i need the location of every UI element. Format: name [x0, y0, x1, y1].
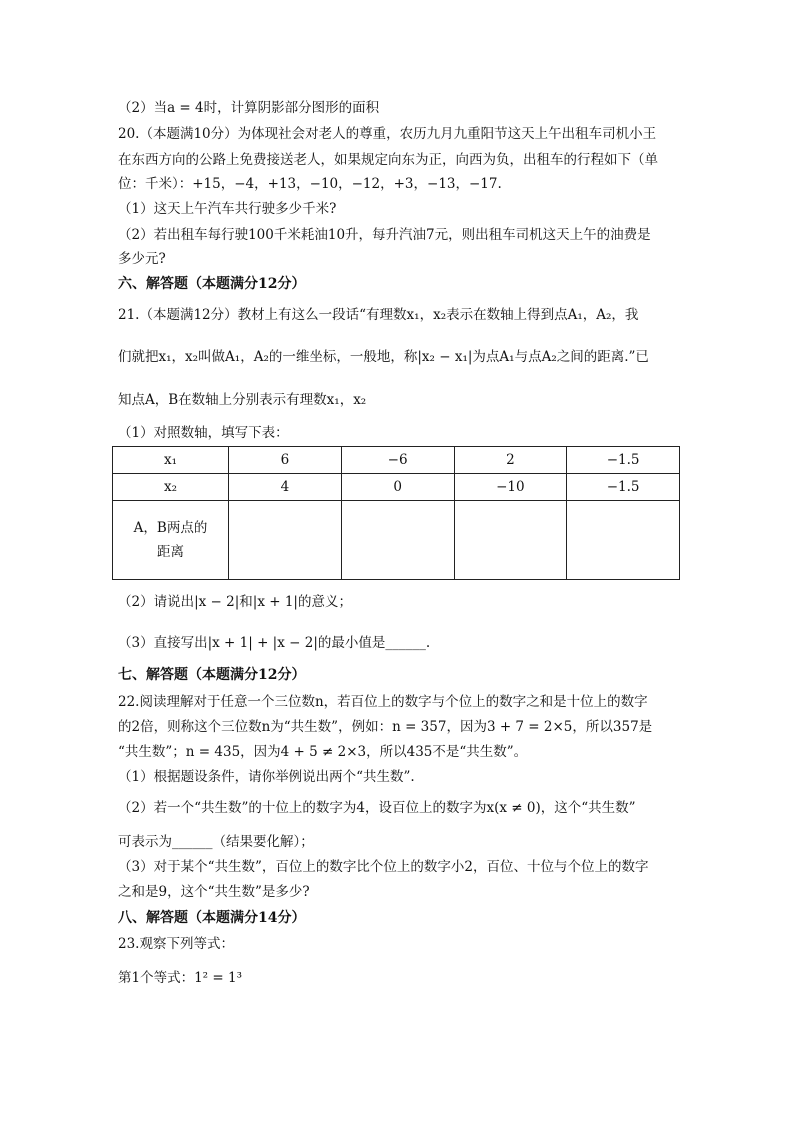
- q21-line2: 们就把x₁，x₂叫做A₁，A₂的一维坐标，一般地，称|x₂ − x₁|为点A₁与点A₂之间的距离.”已: [118, 349, 649, 365]
- table-cell: [454, 501, 567, 580]
- q21-line1: 21.（本题满12分）教材上有这么一段话“有理数x₁，x₂表示在数轴上得到点A₁，A₂，我: [118, 307, 639, 323]
- table-cell: 0: [341, 474, 454, 501]
- q22-sub1: （1）根据题设条件，请你举例说出两个“共生数”.: [118, 769, 415, 785]
- q20-sub1: （1）这天上午汽车共行驶多少千米?: [118, 201, 337, 217]
- table-cell: −6: [341, 447, 454, 474]
- q21-line3: 知点A，B在数轴上分别表示有理数x₁，x₂: [118, 392, 367, 408]
- distance-table: [112, 446, 680, 580]
- table-row: [113, 501, 680, 580]
- q22-sub2b: 可表示为______（结果要化解）；: [118, 834, 314, 850]
- row-label: A，B两点的距离: [113, 501, 229, 580]
- q22-line1: 22.阅读理解对于任意一个三位数n，若百位上的数字与个位上的数字之和是十位上的数字: [118, 694, 648, 710]
- q22-line3: “共生数”；n = 435，因为4 + 5 ≠ 2×3，所以435不是“共生数”。: [118, 744, 528, 760]
- table-cell: [229, 501, 342, 580]
- q20-sub2b: 多少元?: [118, 251, 166, 267]
- row-label: x₁: [113, 447, 229, 474]
- q21-sub3: （3）直接写出|x + 1| + |x − 2|的最小值是______.: [118, 635, 431, 651]
- table-cell: −1.5: [567, 447, 680, 474]
- q20-line1: 20.（本题满10分）为体现社会对老人的尊重，农历九月九重阳节这天上午出租车司机小王: [118, 126, 657, 142]
- q22-sub3a: （3）对于某个“共生数”，百位上的数字比个位上的数字小2，百位、十位与个位上的数字: [118, 859, 649, 875]
- table-row: [113, 474, 680, 501]
- q21-sub2: （2）请说出|x − 2|和|x + 1|的意义；: [118, 594, 352, 610]
- q23-line2: 第1个等式：1² = 1³: [118, 970, 242, 986]
- table-cell: [567, 501, 680, 580]
- q23-line1: 23.观察下列等式：: [118, 936, 234, 952]
- q22-sub2a: （2）若一个“共生数”的十位上的数字为4，设百位上的数字为x(x ≠ 0)，这个“共生数”: [118, 800, 636, 816]
- section-8-heading: 八、解答题（本题满分14分）: [118, 910, 306, 926]
- table-cell: 2: [454, 447, 567, 474]
- table-row: [113, 447, 680, 474]
- q21-sub1: （1）对照数轴，填写下表：: [118, 425, 289, 441]
- q19-part2: （2）当a = 4时，计算阴影部分图形的面积: [118, 100, 380, 116]
- q22-sub3b: 之和是9，这个“共生数”是多少?: [118, 884, 310, 900]
- q20-line3: 位：千米）：+15，−4，+13，−10，−12，+3，−13，−17.: [118, 176, 502, 192]
- table-cell: 4: [229, 474, 342, 501]
- table-cell: 6: [229, 447, 342, 474]
- table-cell: −10: [454, 474, 567, 501]
- table-cell: [341, 501, 454, 580]
- section-6-heading: 六、解答题（本题满分12分）: [118, 276, 306, 292]
- table-cell: −1.5: [567, 474, 680, 501]
- row-label: x₂: [113, 474, 229, 501]
- q22-line2: 的2倍，则称这个三位数n为“共生数”，例如：n = 357，因为3 + 7 = 2×5，所以357是: [118, 719, 653, 735]
- q20-sub2a: （2）若出租车每行驶100千米耗油10升，每升汽油7元，则出租车司机这天上午的油费是: [118, 227, 651, 243]
- q20-line2: 在东西方向的公路上免费接送老人，如果规定向东为正，向西为负，出租车的行程如下（单: [118, 152, 658, 168]
- section-7-heading: 七、解答题（本题满分12分）: [118, 667, 306, 683]
